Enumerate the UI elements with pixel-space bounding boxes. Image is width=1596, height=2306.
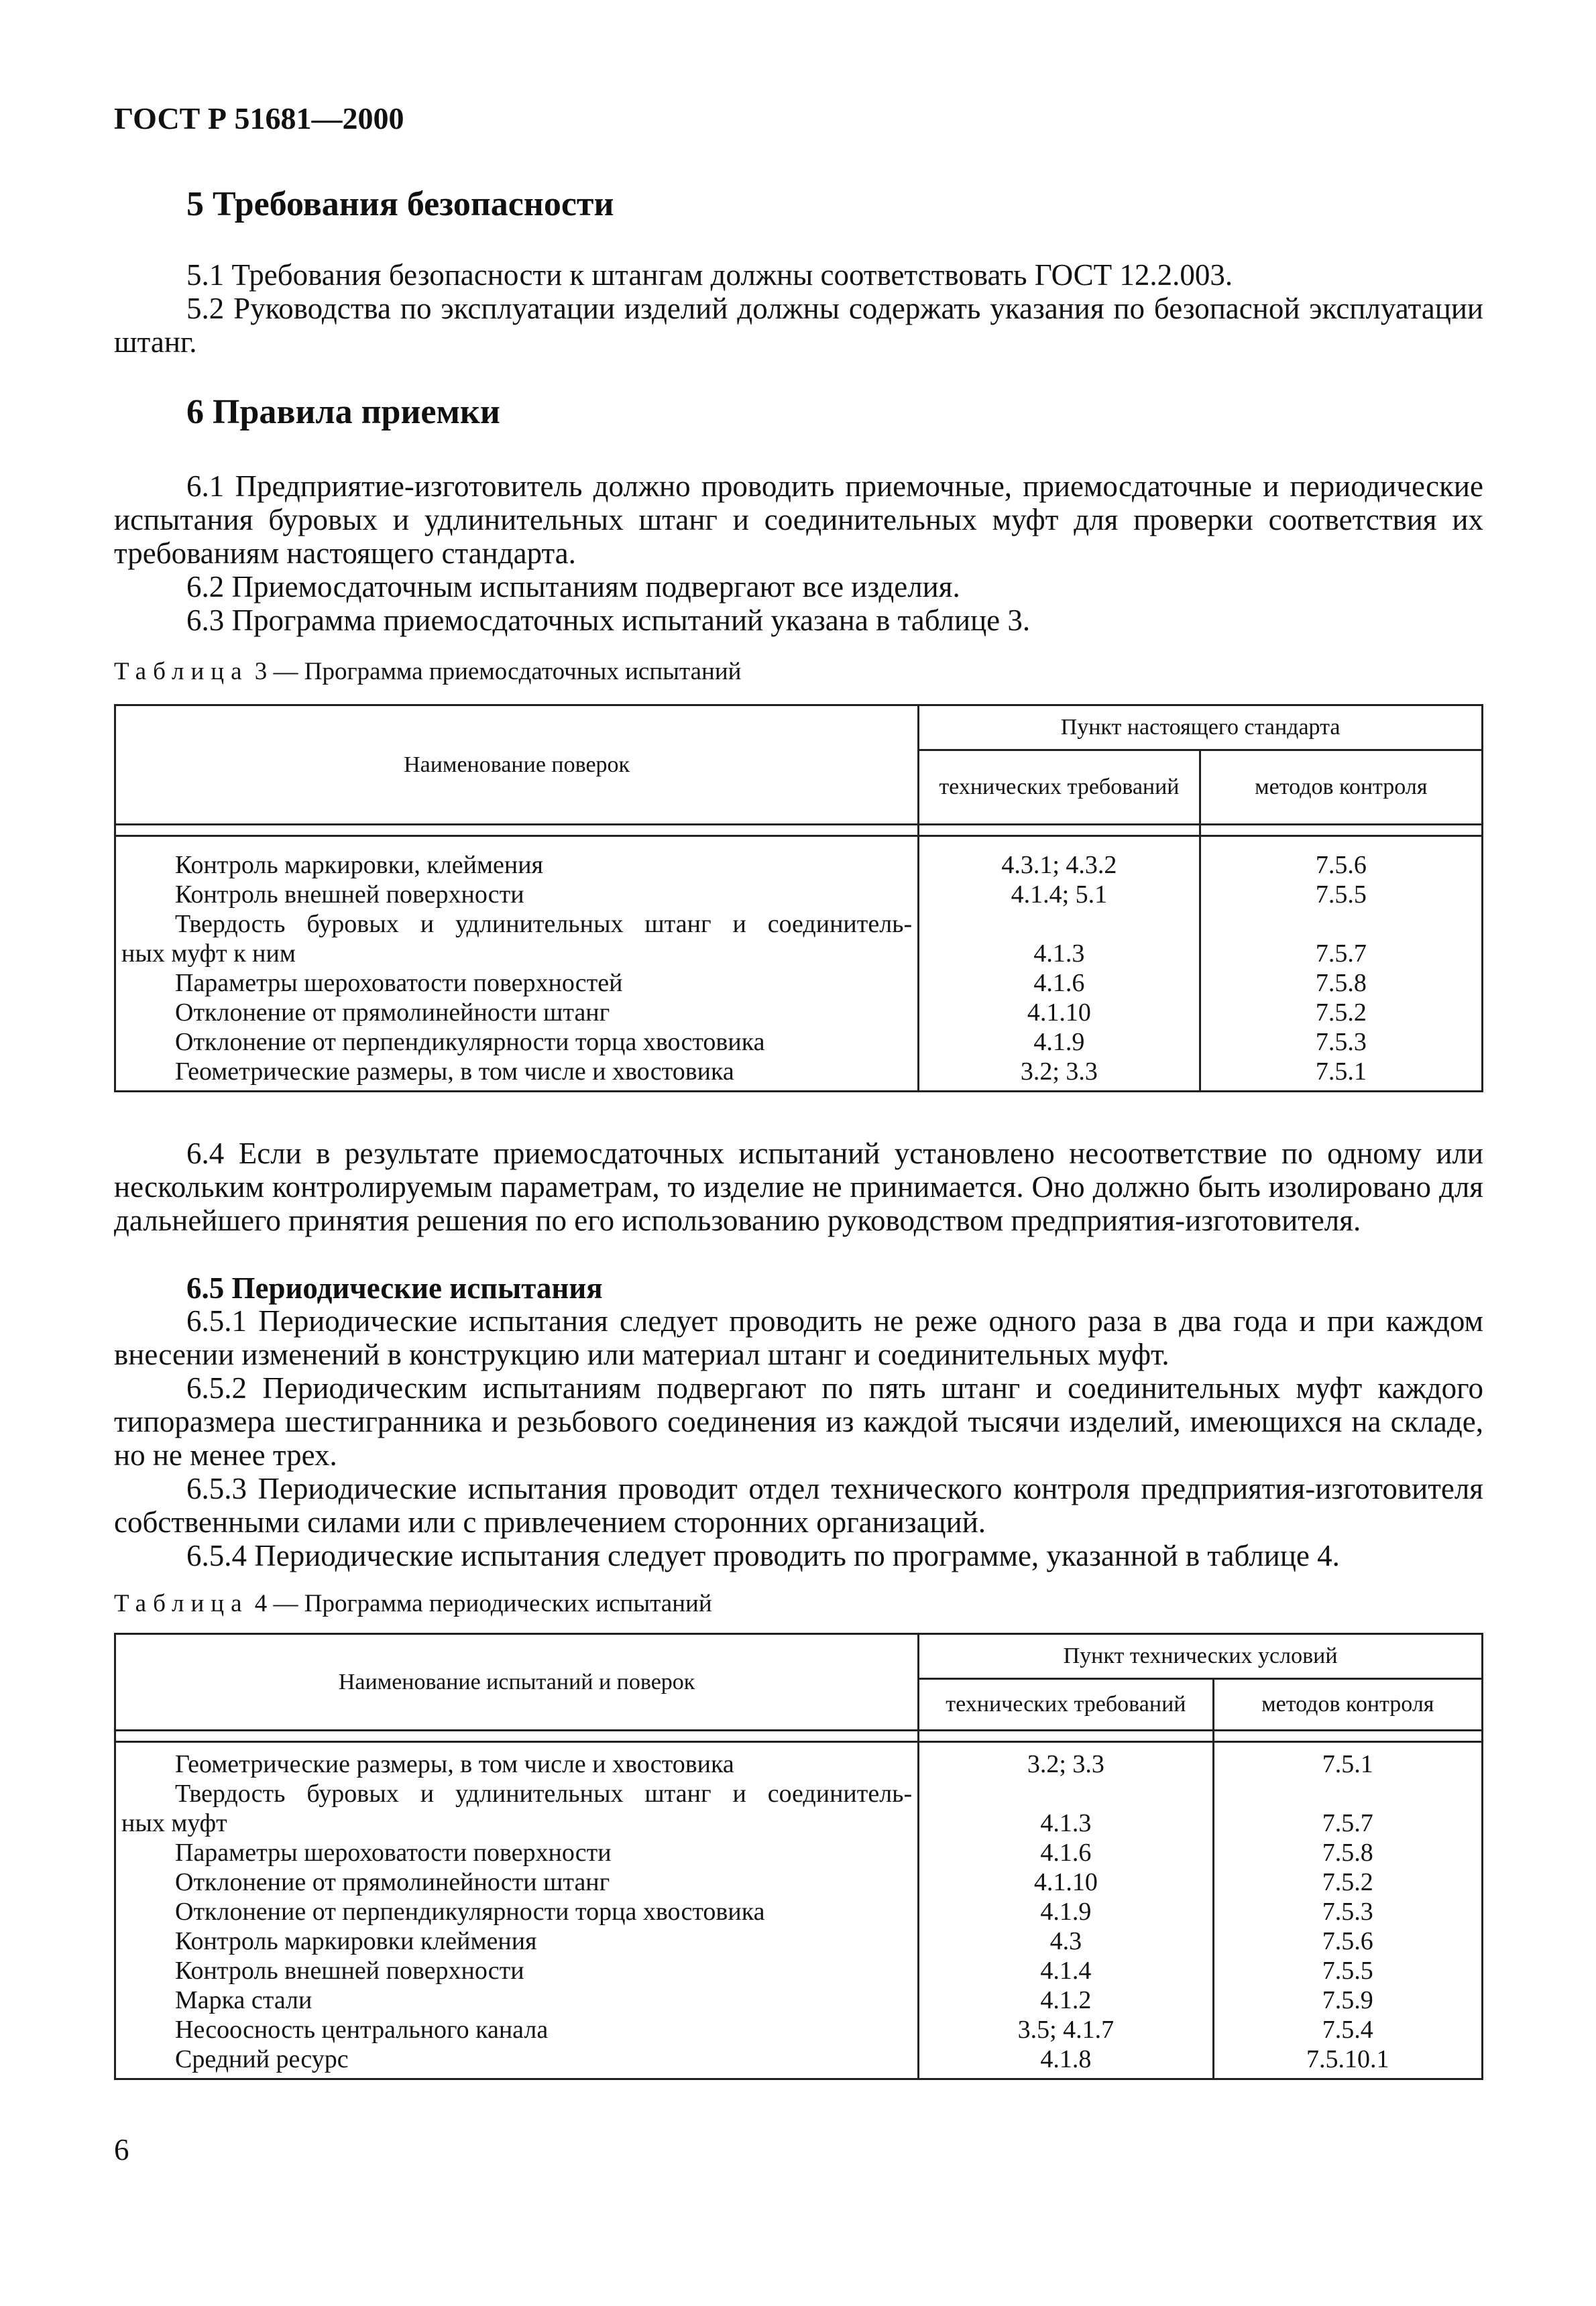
doc-code: ГОСТ Р 51681—2000 [114, 101, 404, 135]
table-3-col-method: методов контроля [1200, 750, 1482, 825]
section-6-title: 6 Правила приемки [186, 393, 500, 431]
paragraph-5-1: 5.1 Требования безопасности к штангам должны соответствовать ГОСТ 12.2.003. [186, 258, 1233, 292]
paragraph-6-5-1: 6.5.1 Периодические испытания следует проводить не реже одного раза в два года и при каждом внесении изменений в конструкцию или материал штанг и соединительных муфт. [114, 1304, 1483, 1371]
table-4-col-method: методов контроля [1213, 1679, 1482, 1731]
table-row: Отклонение от прямолинейности штанг 4.1.10 7.5.2 [115, 998, 1483, 1027]
table-row: Средний ресурс 4.1.8 7.5.10.1 [115, 2044, 1483, 2079]
table-row: Марка стали 4.1.2 7.5.9 [115, 1985, 1483, 2015]
paragraph-6-4: 6.4 Если в результате приемосдаточных испытаний установлено несоответствие по одному или нескольким контролируемым параметрам, то изделие не принимается. Оно должно быть изолировано для дальнейшего принятия решения по его использованию руководством предприятия-изготовителя. [114, 1137, 1483, 1237]
table-row: Твердость буровых и удлинительных штанг и соединитель- ных муфт 4.1.3 7.5.7 [115, 1779, 1483, 1838]
table-row: Контроль маркировки, клеймения 4.3.1; 4.3.2 7.5.6 [115, 836, 1483, 880]
table-4-col-group: Пункт технических условий [919, 1634, 1483, 1679]
paragraph-6-1: 6.1 Предприятие-изготовитель должно проводить приемочные, приемосдаточные и периодические испытания буровых и удлинительных штанг и соединительных муфт для проверки соответствия их требованиям настоящего стандарта. [114, 469, 1483, 570]
table-row: Контроль внешней поверхности 4.1.4; 5.1 7.5.5 [115, 880, 1483, 909]
table-3-caption-word: Таблица [114, 658, 249, 685]
table-row: Параметры шероховатости поверхности 4.1.6 7.5.8 [115, 1838, 1483, 1867]
table-3-caption-text: 3 — Программа приемосдаточных испытаний [248, 658, 742, 685]
table-row: Отклонение от перпендикулярности торца хвостовика 4.1.9 7.5.3 [115, 1027, 1483, 1057]
table-row: Контроль внешней поверхности 4.1.4 7.5.5 [115, 1956, 1483, 1985]
table-4 [114, 1633, 1483, 2080]
table-4-caption-text: 4 — Программа периодических испытаний [248, 1590, 712, 1617]
table-row: Отклонение от перпендикулярности торца хвостовика 4.1.9 7.5.3 [115, 1897, 1483, 1926]
table-3-col-group: Пункт настоящего стандарта [919, 705, 1483, 750]
table-4-caption-word: Таблица [114, 1590, 249, 1617]
table-3-col-tech: технических требований [919, 750, 1200, 825]
table-row: Геометрические размеры, в том числе и хвостовика 3.2; 3.3 7.5.1 [115, 1742, 1483, 1780]
table-row: Отклонение от прямолинейности штанг 4.1.10 7.5.2 [115, 1867, 1483, 1897]
section-5-title: 5 Требования безопасности [186, 185, 614, 223]
paragraph-5-2: 5.2 Руководства по эксплуатации изделий должны содержать указания по безопасной эксплуатации штанг. [114, 292, 1483, 359]
table-row: Геометрические размеры, в том числе и хвостовика 3.2; 3.3 7.5.1 [115, 1057, 1483, 1092]
table-row: Твердость буровых и удлинительных штанг и соединитель- ных муфт к ним 4.1.3 7.5.7 [115, 909, 1483, 968]
table-4-caption [114, 1589, 712, 1618]
paragraph-6-5-4: 6.5.4 Периодические испытания следует проводить по программе, указанной в таблице 4. [186, 1539, 1340, 1572]
table-3-col-name: Наименование поверок [115, 705, 919, 825]
table-3 [114, 704, 1483, 1092]
paragraph-6-5-3: 6.5.3 Периодические испытания проводит отдел технического контроля предприятия-изготовителя собственными силами или с привлечением сторонних организаций. [114, 1472, 1483, 1539]
table-row: Контроль маркировки клеймения 4.3 7.5.6 [115, 1926, 1483, 1956]
paragraph-6-5-2: 6.5.2 Периодическим испытаниям подвергают по пять штанг и соединительных муфт каждого типоразмера шестигранника и резьбового соединения из каждой тысячи изделий, имеющихся на складе, но не менее трех. [114, 1371, 1483, 1472]
page-number: 6 [114, 2133, 129, 2167]
table-4-col-name: Наименование испытаний и поверок [115, 1634, 919, 1731]
table-row: Параметры шероховатости поверхностей 4.1.6 7.5.8 [115, 968, 1483, 998]
subsection-6-5-title: 6.5 Периодические испытания [186, 1271, 603, 1305]
paragraph-6-3: 6.3 Программа приемосдаточных испытаний указана в таблице 3. [186, 603, 1031, 637]
paragraph-6-2: 6.2 Приемосдаточным испытаниям подвергают все изделия. [186, 570, 960, 603]
table-3-caption [114, 657, 741, 686]
table-row: Несоосность центрального канала 3.5; 4.1.7 7.5.4 [115, 2015, 1483, 2044]
table-4-col-tech: технических требований [919, 1679, 1213, 1731]
